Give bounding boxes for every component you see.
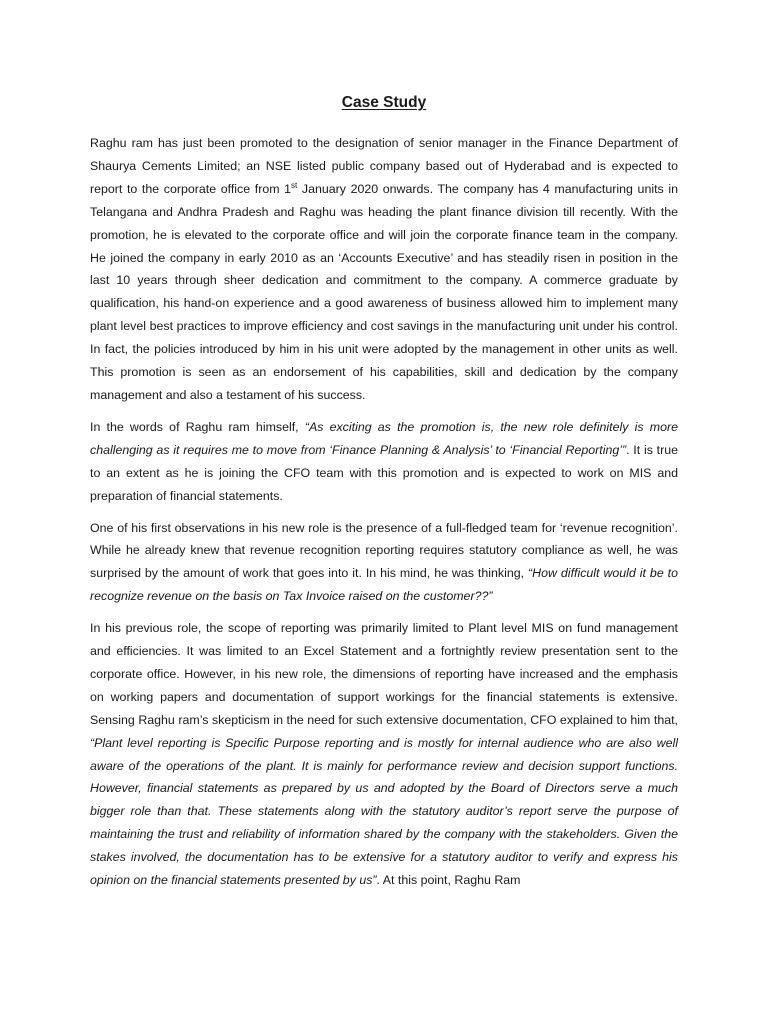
paragraph-1-text-b: January 2020 onwards. The company has 4 manufacturing units in Telangana and Andhra Pradesh and Raghu was heading the plant finance division till recently. With the promotion, he is elevated to the corporate office and will join the corporate finance team in the company. He joined the company in early 2010 as an ‘Accounts Executive’ and has steadily risen in position in the last 10 years through sheer dedication and commitment to the company. A commerce graduate by qualification, his hand-on experience and a good awareness of business allowed him to implement many plant level best practices to improve efficiency and cost savings in the manufacturing unit under his control. In fact, the policies introduced by him in his unit were adopted by the management in other units as well. This promotion is seen as an endorsement of his capabilities, skill and dedication by the company management and also a testament of his success. — [90, 181, 678, 402]
paragraph-2-text-a: In the words of Raghu ram himself, — [90, 419, 305, 434]
paragraph-2-quote: “As exciting as the promotion is, the new role definitely is more challenging as it requires me to move from ‘Finance Planning & Analysis’ to ‘Financial Reporting’” — [90, 419, 678, 457]
paragraph-4-text-b: . At this point, Raghu Ram — [376, 873, 521, 888]
paragraph-1-superscript: st — [291, 180, 298, 190]
paragraph-2 — [90, 416, 678, 508]
paragraph-4-quote: “Plant level reporting is Specific Purpose reporting and is mostly for internal audience who are also well aware of the operations of the plant. It is mainly for performance review and decision support functions. However, financial statements as prepared by us and adopted by the Board of Directors serve a much bigger role than that. These statements along with the statutory auditor’s report serve the purpose of maintaining the trust and reliability of information shared by the company with the stakeholders. Given the stakes involved, the documentation has to be extensive for a statutory auditor to verify and express his opinion on the financial statements presented by us” — [90, 735, 678, 888]
document-body — [90, 132, 678, 901]
paragraph-3-quote: “How difficult would it be to recognize revenue on the basis on Tax Invoice raised on the customer??” — [90, 566, 679, 604]
paragraph-3 — [90, 517, 678, 609]
paragraph-2-text-b: . It is true to an extent as he is joining the CFO team with this promotion and is expected to work on MIS and preparation of financial statements. — [90, 442, 678, 503]
paragraph-1-text-a: Raghu ram has just been promoted to the designation of senior manager in the Finance Department of Shaurya Cements Limited; an NSE listed public company based out of Hyderabad and is expected to report to the corporate office from 1 — [90, 136, 678, 196]
paragraph-1 — [90, 132, 678, 407]
paragraph-3-text-a: One of his first observations in his new role is the presence of a full-fledged team for ‘revenue recognition’. While he already knew that revenue recognition reporting requires statutory compliance as well, he was surprised by the amount of work that goes into it. In his mind, he was thinking, — [90, 520, 678, 581]
paragraph-4-text-a: In his previous role, the scope of reporting was primarily limited to Plant level MIS on fund management and efficiencies. It was limited to an Excel Statement and a fortnightly review presentation sent to the corporate office. However, in his new role, the dimensions of reporting have increased and the emphasis on working papers and documentation of support workings for the financial statements is extensive. Sensing Raghu ram’s skepticism in the need for such extensive documentation, CFO explained to him that, — [90, 621, 678, 727]
document-title: Case Study — [341, 94, 427, 111]
paragraph-4 — [90, 617, 678, 892]
